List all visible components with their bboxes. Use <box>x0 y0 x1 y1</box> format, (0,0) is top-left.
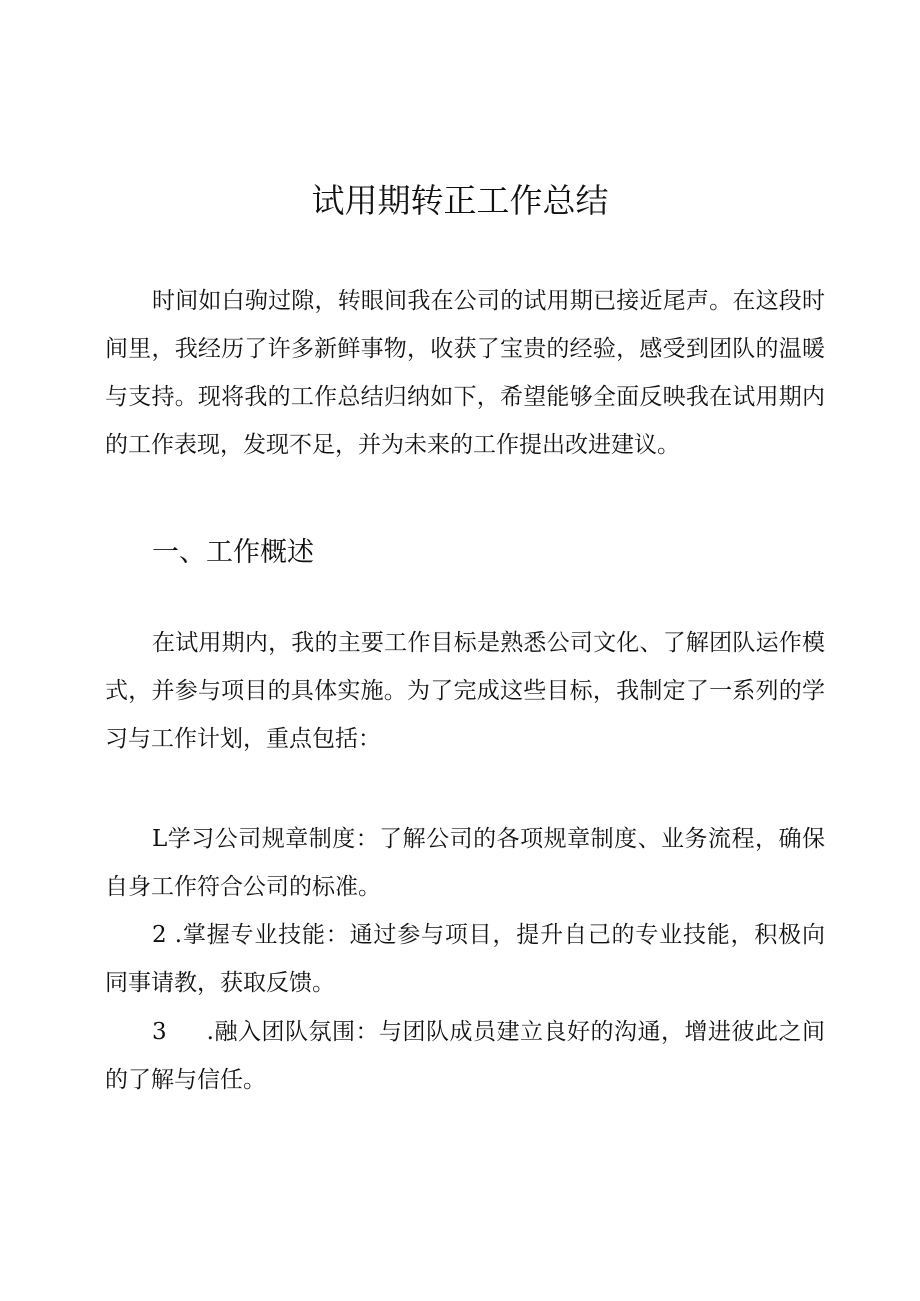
section-heading: 一、工作概述 <box>152 537 314 568</box>
list-item-text: .融入团队氛围：与团队成员建立良好的沟通，增进彼此之间的了解与信任。 <box>105 1019 825 1093</box>
section-body-paragraph: 在试用期内，我的主要工作目标是熟悉公司文化、了解团队运作模式，并参与项目的具体实施。为了完成这些目标，我制定了一系列的学习与工作计划，重点包括： <box>105 630 825 752</box>
list-item-text: .掌握专业技能：通过参与项目，提升自己的专业技能，积极向同事请教，获取反馈。 <box>105 922 825 996</box>
list-item-number: 2 <box>152 922 167 948</box>
list-item-number: 3 <box>152 1019 167 1045</box>
list-item <box>105 1008 825 1104</box>
list-item <box>105 911 825 1007</box>
list-item-number: L <box>152 826 168 852</box>
list-item <box>105 815 825 911</box>
intro-paragraph: 时间如白驹过隙，转眼间我在公司的试用期已接近尾声。在这段时间里，我经历了许多新鲜事物，收获了宝贵的经验，感受到团队的温暖与支持。现将我的工作总结归纳如下，希望能够全面反映我在试用期内的工作表现，发现不足，并为未来的工作提出改进建议。 <box>105 288 825 458</box>
list-item-text: 学习公司规章制度：了解公司的各项规章制度、业务流程，确保自身工作符合公司的标准。 <box>105 826 825 900</box>
document-title: 试用期转正工作总结 <box>311 181 609 220</box>
